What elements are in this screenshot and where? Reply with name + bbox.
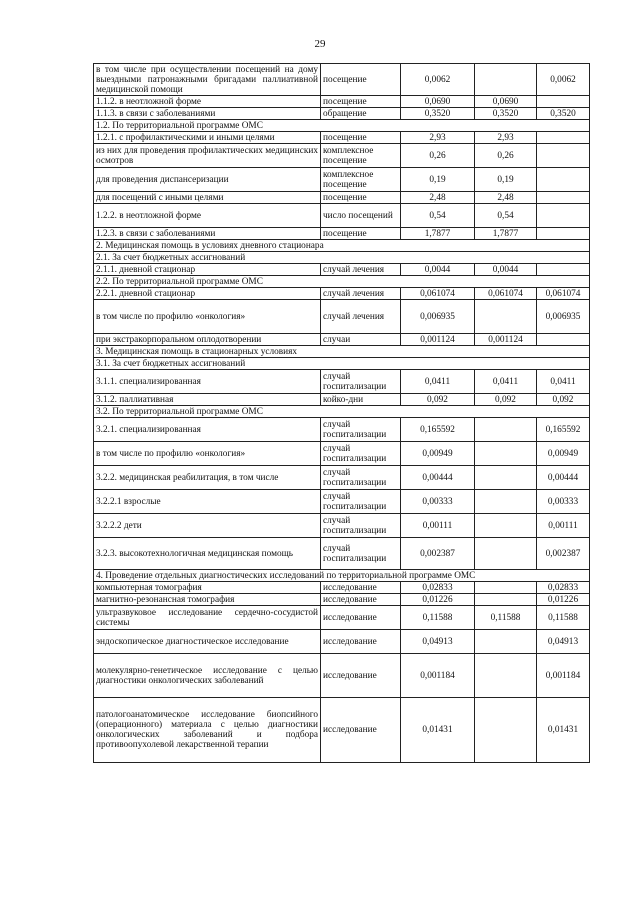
value-cell-3 [537, 192, 590, 204]
unit-cell: случай госпитализации [321, 490, 401, 514]
unit-cell: случай лечения [321, 300, 401, 334]
total-value-cell: 0,04913 [401, 630, 475, 654]
indicator-name-cell: 2.2.1. дневной стационар [94, 288, 321, 300]
unit-cell: посещение [321, 96, 401, 108]
indicator-name-cell: 1.1.3. в связи с заболеваниями [94, 108, 321, 120]
table-row [94, 490, 590, 514]
indicator-name-cell: из них для проведения профилактических медицинских осмотров [94, 144, 321, 168]
section-title: 2. Медицинская помощь в условиях дневного стационара [94, 240, 590, 252]
value-cell-3: 0,001184 [537, 654, 590, 698]
value-cell-3: 0,04913 [537, 630, 590, 654]
value-cell-2: 0,0690 [475, 96, 537, 108]
value-cell-3 [537, 96, 590, 108]
value-cell-3: 0,00949 [537, 442, 590, 466]
section-title: 4. Проведение отдельных диагностических исследований по территориальной программе ОМС [94, 570, 590, 582]
total-value-cell: 0,061074 [401, 288, 475, 300]
table-row [94, 654, 590, 698]
section-title: 3.1. За счет бюджетных ассигнований [94, 358, 590, 370]
value-cell-2: 0,061074 [475, 288, 537, 300]
indicator-name-cell: для посещений с иными целями [94, 192, 321, 204]
total-value-cell: 0,092 [401, 394, 475, 406]
table-row [94, 64, 590, 96]
value-cell-2: 0,0411 [475, 370, 537, 394]
value-cell-2 [475, 630, 537, 654]
value-cell-3: 0,00111 [537, 514, 590, 538]
indicator-name-cell: 2.1.1. дневной стационар [94, 264, 321, 276]
section-title: 3. Медицинская помощь в стационарных условиях [94, 346, 590, 358]
total-value-cell: 0,00444 [401, 466, 475, 490]
value-cell-3: 0,00333 [537, 490, 590, 514]
value-cell-3: 0,02833 [537, 582, 590, 594]
indicator-name-cell: 3.1.2. паллиативная [94, 394, 321, 406]
table-row [94, 334, 590, 346]
value-cell-2 [475, 64, 537, 96]
total-value-cell: 2,48 [401, 192, 475, 204]
unit-cell: исследование [321, 594, 401, 606]
value-cell-2: 0,54 [475, 204, 537, 228]
unit-cell: исследование [321, 606, 401, 630]
total-value-cell: 0,0411 [401, 370, 475, 394]
indicator-name-cell: в том числе при осуществлении посещений на дому выездными патронажными бригадами паллиативной медицинской помощи [94, 64, 321, 96]
unit-cell: посещение [321, 132, 401, 144]
unit-cell: посещение [321, 64, 401, 96]
total-value-cell: 0,001184 [401, 654, 475, 698]
section-title: 2.2. По территориальной программе ОМС [94, 276, 590, 288]
indicator-name-cell: ультразвуковое исследование сердечно-сосудистой системы [94, 606, 321, 630]
table-row [94, 192, 590, 204]
unit-cell: комплексное посещение [321, 168, 401, 192]
value-cell-3: 0,002387 [537, 538, 590, 570]
value-cell-2: 2,48 [475, 192, 537, 204]
unit-cell: случай лечения [321, 264, 401, 276]
value-cell-2 [475, 698, 537, 763]
total-value-cell: 0,165592 [401, 418, 475, 442]
value-cell-3 [537, 228, 590, 240]
value-cell-2 [475, 514, 537, 538]
value-cell-3: 0,0411 [537, 370, 590, 394]
total-value-cell: 0,11588 [401, 606, 475, 630]
table-row [94, 288, 590, 300]
indicator-name-cell: 1.2.1. с профилактическими и иными целями [94, 132, 321, 144]
unit-cell: исследование [321, 654, 401, 698]
value-cell-2: 1,7877 [475, 228, 537, 240]
section-header-row [94, 570, 590, 582]
indicator-name-cell: эндоскопическое диагностическое исследование [94, 630, 321, 654]
unit-cell: случай госпитализации [321, 466, 401, 490]
value-cell-3: 0,061074 [537, 288, 590, 300]
section-header-row [94, 240, 590, 252]
total-value-cell: 0,19 [401, 168, 475, 192]
value-cell-3 [537, 144, 590, 168]
section-title: 3.2. По территориальной программе ОМС [94, 406, 590, 418]
indicator-name-cell: для проведения диспансеризации [94, 168, 321, 192]
table-row [94, 228, 590, 240]
value-cell-3: 0,3520 [537, 108, 590, 120]
unit-cell: исследование [321, 698, 401, 763]
indicator-name-cell: 3.1.1. специализированная [94, 370, 321, 394]
total-value-cell: 0,54 [401, 204, 475, 228]
total-value-cell: 0,00949 [401, 442, 475, 466]
table-row [94, 698, 590, 763]
total-value-cell: 0,3520 [401, 108, 475, 120]
unit-cell: комплексное посещение [321, 144, 401, 168]
section-title: 2.1. За счет бюджетных ассигнований [94, 252, 590, 264]
value-cell-3: 0,165592 [537, 418, 590, 442]
normatives-table [93, 63, 590, 763]
indicator-name-cell: в том числе по профилю «онкология» [94, 442, 321, 466]
unit-cell: обращение [321, 108, 401, 120]
value-cell-2: 0,3520 [475, 108, 537, 120]
table-row [94, 442, 590, 466]
unit-cell: случай госпитализации [321, 370, 401, 394]
unit-cell: случай госпитализации [321, 418, 401, 442]
table-row [94, 168, 590, 192]
table-row [94, 264, 590, 276]
unit-cell: посещение [321, 192, 401, 204]
value-cell-3: 0,006935 [537, 300, 590, 334]
total-value-cell: 0,01431 [401, 698, 475, 763]
total-value-cell: 0,0690 [401, 96, 475, 108]
table-row [94, 132, 590, 144]
total-value-cell: 0,02833 [401, 582, 475, 594]
total-value-cell: 0,26 [401, 144, 475, 168]
total-value-cell: 0,00333 [401, 490, 475, 514]
unit-cell: случай госпитализации [321, 514, 401, 538]
table-row [94, 370, 590, 394]
value-cell-3: 0,0062 [537, 64, 590, 96]
value-cell-2: 0,11588 [475, 606, 537, 630]
value-cell-2 [475, 594, 537, 606]
value-cell-2 [475, 654, 537, 698]
value-cell-3 [537, 168, 590, 192]
unit-cell: случай лечения [321, 288, 401, 300]
indicator-name-cell: 3.2.1. специализированная [94, 418, 321, 442]
indicator-name-cell: 1.1.2. в неотложной форме [94, 96, 321, 108]
table-row [94, 394, 590, 406]
table-row [94, 466, 590, 490]
value-cell-3 [537, 334, 590, 346]
value-cell-2: 0,26 [475, 144, 537, 168]
table-row [94, 96, 590, 108]
total-value-cell: 1,7877 [401, 228, 475, 240]
total-value-cell: 0,0044 [401, 264, 475, 276]
section-header-row [94, 358, 590, 370]
unit-cell: число посещений [321, 204, 401, 228]
value-cell-2: 0,001124 [475, 334, 537, 346]
indicator-name-cell: компьютерная томография [94, 582, 321, 594]
table-row [94, 204, 590, 228]
value-cell-2: 0,19 [475, 168, 537, 192]
total-value-cell: 0,002387 [401, 538, 475, 570]
unit-cell: исследование [321, 630, 401, 654]
value-cell-2 [475, 300, 537, 334]
value-cell-3 [537, 204, 590, 228]
indicator-name-cell: 1.2.3. в связи с заболеваниями [94, 228, 321, 240]
table-row [94, 538, 590, 570]
table-row [94, 418, 590, 442]
indicator-name-cell: в том числе по профилю «онкология» [94, 300, 321, 334]
section-header-row [94, 252, 590, 264]
page-number: 29 [314, 38, 326, 50]
total-value-cell: 0,006935 [401, 300, 475, 334]
value-cell-2: 0,0044 [475, 264, 537, 276]
indicator-name-cell: патологоанатомическое исследование биопсийного (операционного) материала с целью диагностики онкологических заболеваний и подбора противоопухолевой лекарственной терапии [94, 698, 321, 763]
section-header-row [94, 276, 590, 288]
unit-cell: случаи [321, 334, 401, 346]
value-cell-2 [475, 490, 537, 514]
table-row [94, 300, 590, 334]
table-row [94, 606, 590, 630]
indicator-name-cell: 3.2.3. высокотехнологичная медицинская помощь [94, 538, 321, 570]
value-cell-3: 0,01431 [537, 698, 590, 763]
value-cell-3: 0,00444 [537, 466, 590, 490]
indicator-name-cell: 3.2.2. медицинская реабилитация, в том числе [94, 466, 321, 490]
indicator-name-cell: 3.2.2.1 взрослые [94, 490, 321, 514]
total-value-cell: 0,0062 [401, 64, 475, 96]
unit-cell: случай госпитализации [321, 442, 401, 466]
section-title: 1.2. По территориальной программе ОМС [94, 120, 590, 132]
section-header-row [94, 346, 590, 358]
total-value-cell: 0,001124 [401, 334, 475, 346]
value-cell-2 [475, 582, 537, 594]
total-value-cell: 0,01226 [401, 594, 475, 606]
unit-cell: случай госпитализации [321, 538, 401, 570]
table-row [94, 582, 590, 594]
unit-cell: посещение [321, 228, 401, 240]
table-row [94, 108, 590, 120]
value-cell-2 [475, 442, 537, 466]
indicator-name-cell: магнитно-резонансная томография [94, 594, 321, 606]
value-cell-2 [475, 538, 537, 570]
value-cell-2: 2,93 [475, 132, 537, 144]
value-cell-3 [537, 264, 590, 276]
unit-cell: койко-дни [321, 394, 401, 406]
value-cell-3 [537, 132, 590, 144]
unit-cell: исследование [321, 582, 401, 594]
total-value-cell: 2,93 [401, 132, 475, 144]
value-cell-2: 0,092 [475, 394, 537, 406]
table-row [94, 630, 590, 654]
section-header-row [94, 406, 590, 418]
value-cell-3: 0,11588 [537, 606, 590, 630]
table-row [94, 144, 590, 168]
table-row [94, 594, 590, 606]
section-header-row [94, 120, 590, 132]
value-cell-3: 0,01226 [537, 594, 590, 606]
total-value-cell: 0,00111 [401, 514, 475, 538]
indicator-name-cell: при экстракорпоральном оплодотворении [94, 334, 321, 346]
value-cell-2 [475, 418, 537, 442]
table-row [94, 514, 590, 538]
indicator-name-cell: 1.2.2. в неотложной форме [94, 204, 321, 228]
value-cell-2 [475, 466, 537, 490]
indicator-name-cell: молекулярно-генетическое исследование с целью диагностики онкологических заболеваний [94, 654, 321, 698]
value-cell-3: 0,092 [537, 394, 590, 406]
indicator-name-cell: 3.2.2.2 дети [94, 514, 321, 538]
